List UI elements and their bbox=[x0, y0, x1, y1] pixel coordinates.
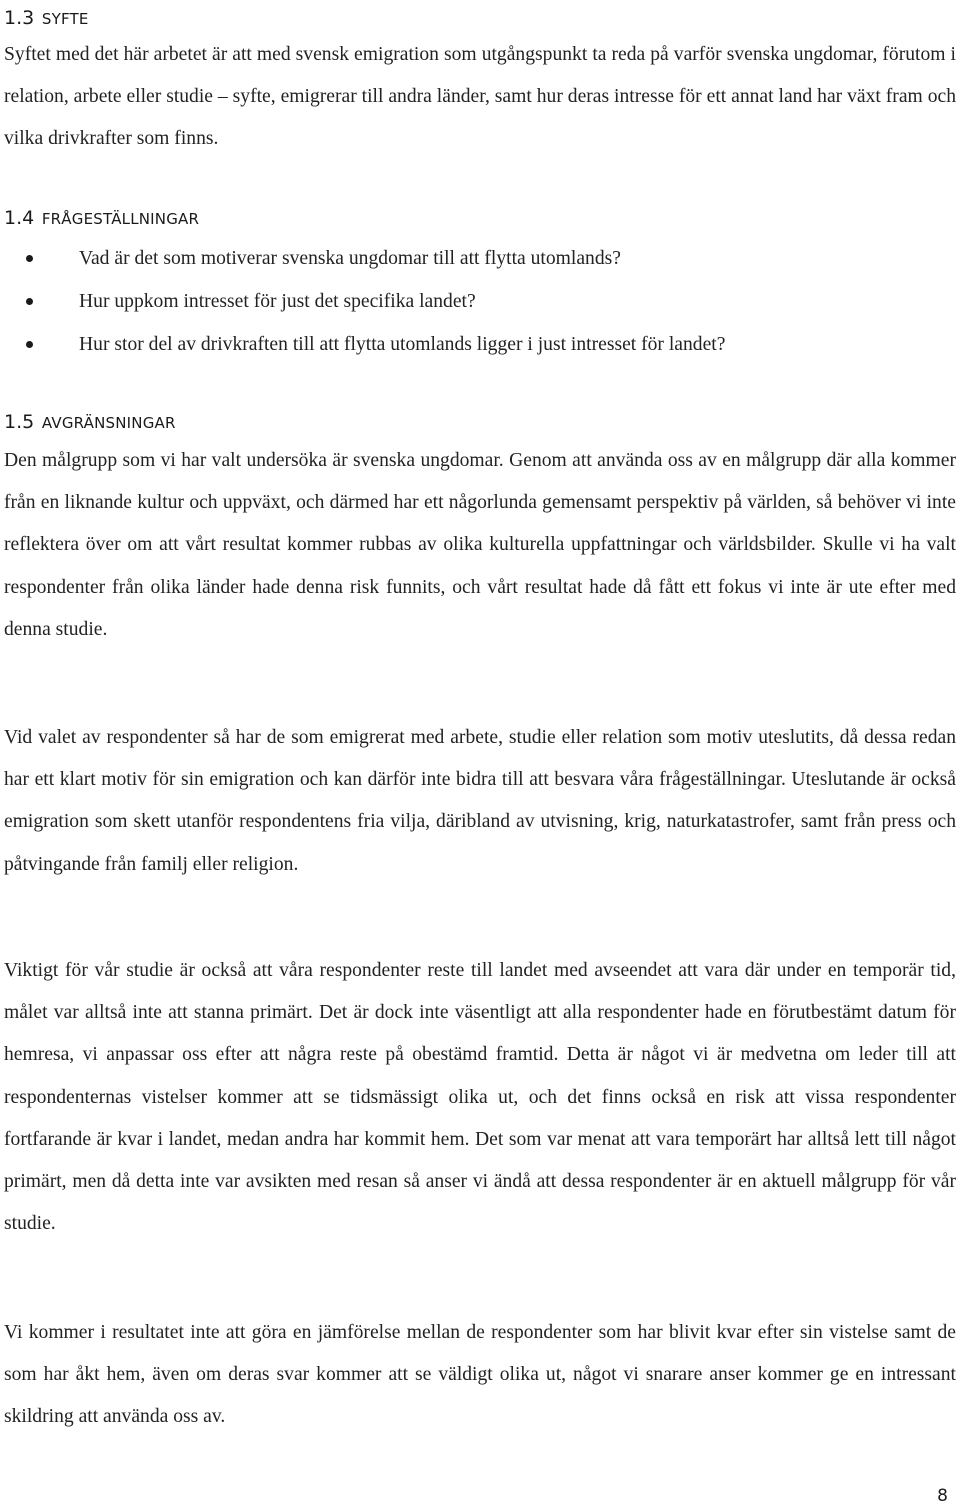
section-number: 1.3 bbox=[4, 7, 35, 29]
page-number: 8 bbox=[937, 1486, 948, 1506]
section-number: 1.5 bbox=[4, 411, 35, 433]
section-number: 1.4 bbox=[4, 207, 35, 229]
section-heading-syfte bbox=[4, 2, 89, 30]
list-item bbox=[0, 237, 725, 280]
section-heading-fragestallningar bbox=[4, 202, 199, 230]
question-list bbox=[0, 237, 725, 366]
bullet-icon bbox=[26, 298, 33, 305]
bullet-icon bbox=[26, 255, 33, 262]
avgransningar-paragraph-1: Den målgrupp som vi har valt undersöka är svenska ungdomar. Genom att använda oss av en målgrupp där alla kommer från en liknande kultur och uppväxt, och därmed har ett någorlunda gemensamt perspektiv på världen, så behöver vi inte reflektera över om att vårt resultat kommer rubbas av olika kulturella uppfattningar och världsbilder. Skulle vi ha valt respondenter från olika länder hade denna risk funnits, och vårt resultat hade då fått ett fokus vi inte är ute efter med denna studie. bbox=[4, 450, 956, 640]
question-text: Hur uppkom intresset för just det specifika landet? bbox=[79, 291, 476, 312]
avgransningar-paragraph-2: Vid valet av respondenter så har de som emigrerat med arbete, studie eller relation som motiv uteslutits, då dessa redan har ett klart motiv för sin emigration och kan därför inte bidra till att besvara våra frågeställningar. Uteslutande är också emigration som skett utanför respondentens fria vilja, däribland av utvisning, krig, naturkatastrofer, samt från press och påtvingande från familj eller religion. bbox=[4, 727, 956, 875]
section-title: AVGRÄNSNINGAR bbox=[41, 414, 176, 432]
list-item bbox=[0, 323, 725, 366]
section-heading-avgransningar bbox=[4, 406, 176, 434]
bullet-icon bbox=[26, 341, 33, 348]
section-title: SYFTE bbox=[41, 10, 89, 28]
question-text: Hur stor del av drivkraften till att flytta utomlands ligger i just intresset för landet? bbox=[79, 334, 726, 355]
section-title: FRÅGESTÄLLNINGAR bbox=[41, 210, 200, 228]
avgransningar-paragraph-4: Vi kommer i resultatet inte att göra en jämförelse mellan de respondenter som har blivit kvar efter sin vistelse samt de som har åkt hem, även om deras svar kommer att se väldigt olika ut, något vi snarare anser kommer ge en intressant skildring att använda oss av. bbox=[4, 1322, 956, 1428]
syfte-paragraph: Syftet med det här arbetet är att med svensk emigration som utgångspunkt ta reda på varför svenska ungdomar, förutom i relation, arbete eller studie – syfte, emigrerar till andra länder, samt hur deras intresse för ett annat land har växt fram och vilka drivkrafter som finns. bbox=[4, 44, 956, 150]
avgransningar-paragraph-3: Viktigt för vår studie är också att våra respondenter reste till landet med avseendet att vara där under en temporär tid, målet var alltså inte att stanna primärt. Det är dock inte väsentligt att alla respondenter hade en förutbestämt datum för hemresa, vi anpassar oss efter att några reste på obestämd framtid. Detta är något vi är medvetna om leder till att respondenternas vistelser kommer att se tidsmässigt olika ut, och det finns också en risk att vissa respondenter fortfarande är kvar i landet, medan andra har kommit hem. Det som var menat att vara temporärt har alltså lett till något primärt, men då detta inte var avsikten med resan så anser vi ändå att dessa respondenter är en aktuell målgrupp för vår studie. bbox=[4, 960, 956, 1235]
question-text: Vad är det som motiverar svenska ungdomar till att flytta utomlands? bbox=[79, 248, 621, 269]
list-item bbox=[0, 280, 725, 323]
